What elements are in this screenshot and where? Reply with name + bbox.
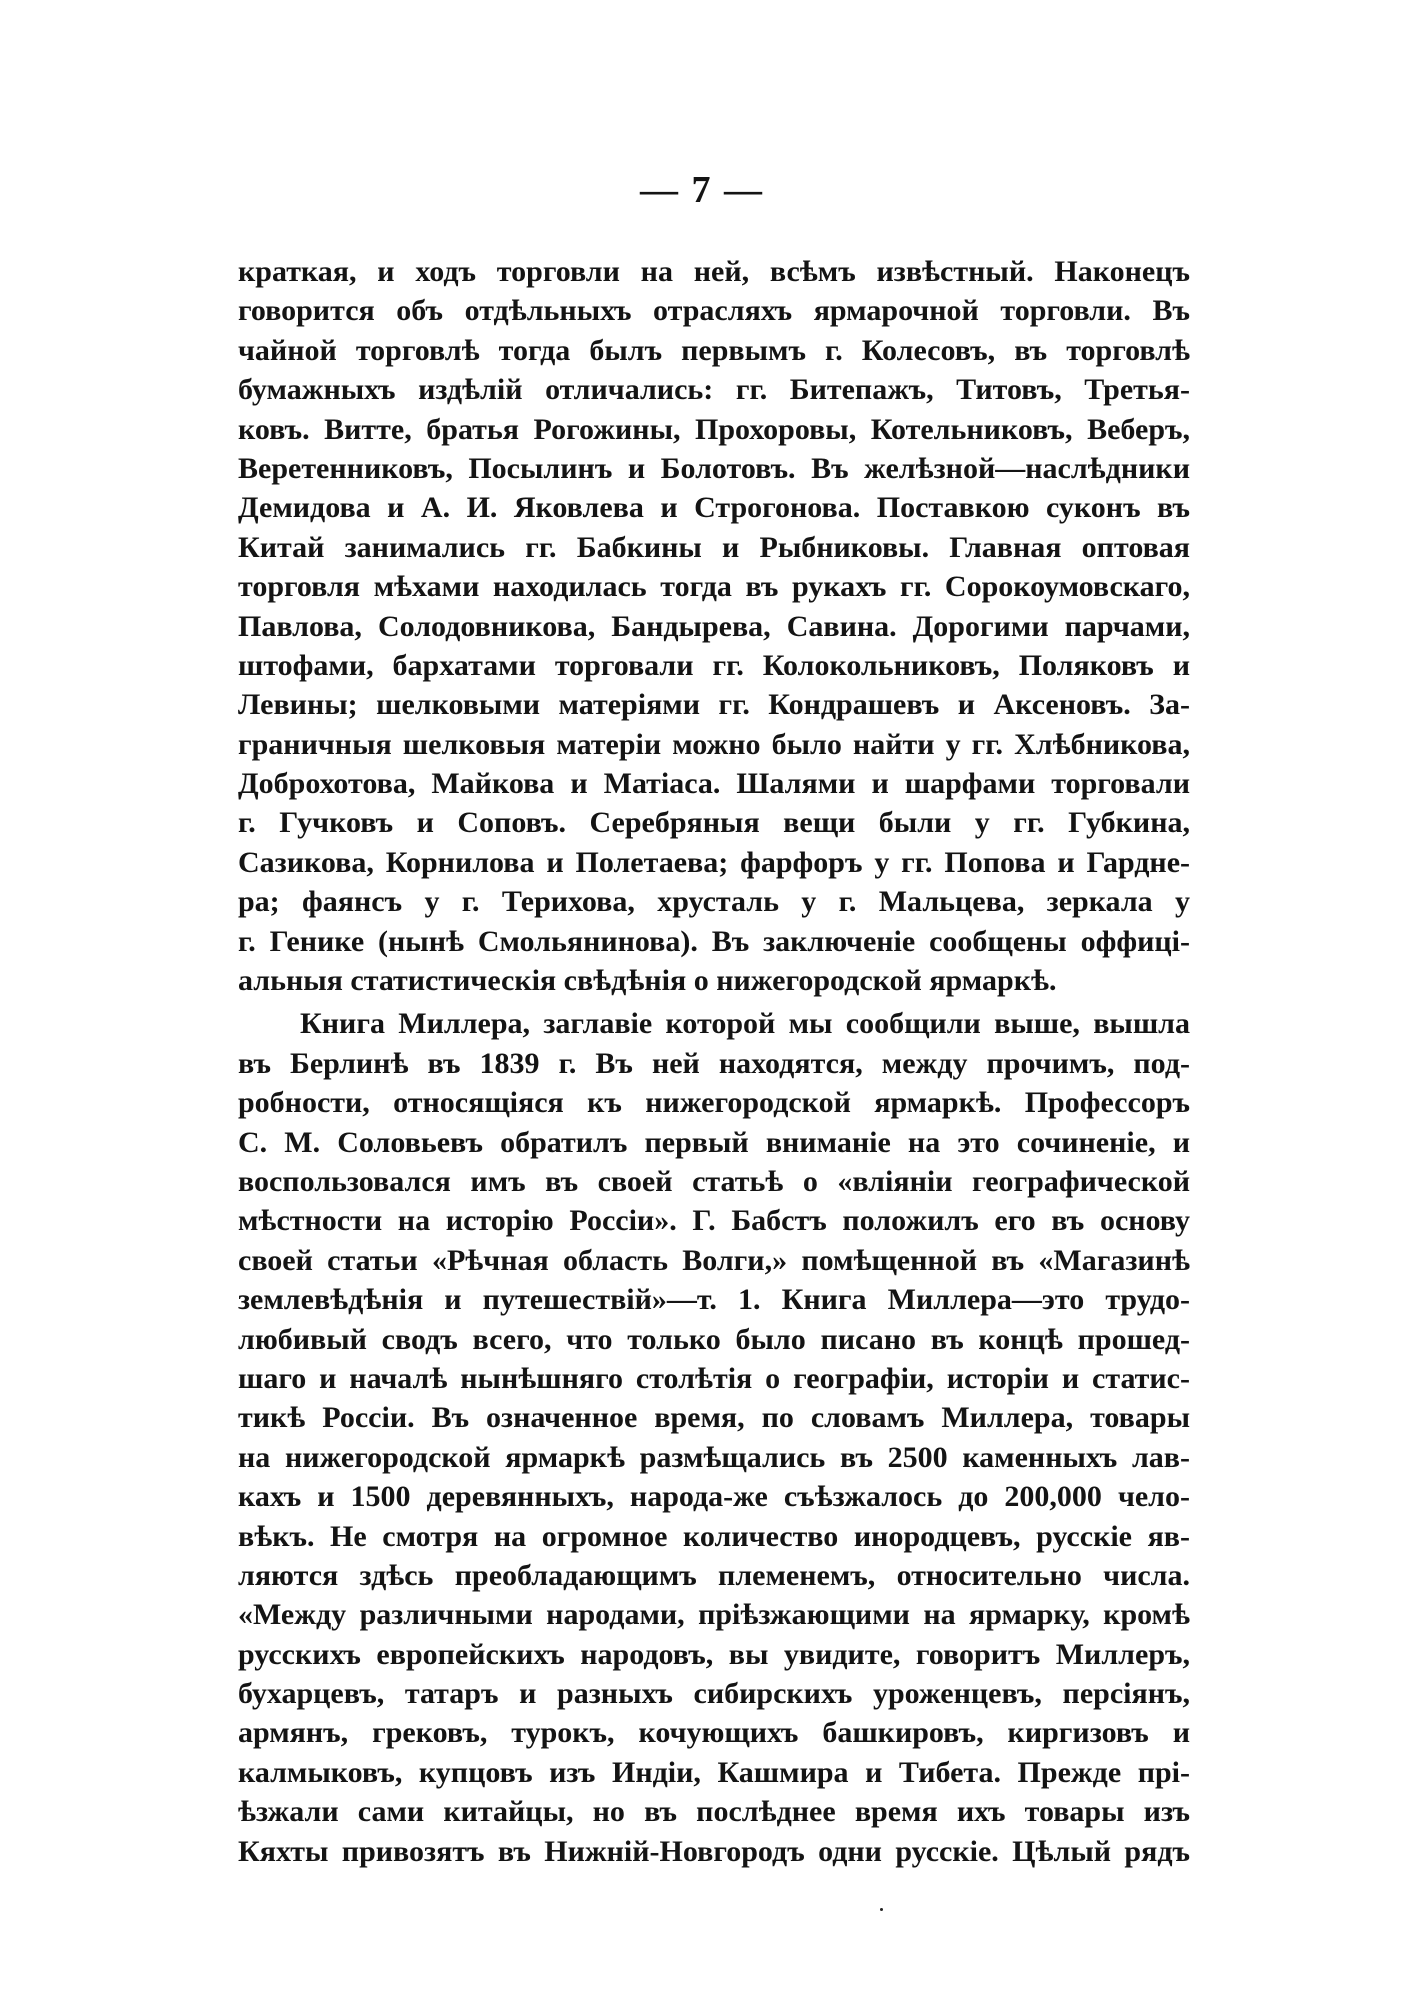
body-text bbox=[238, 252, 1190, 1871]
text-line: Павлова, Солодовникова, Бандырева, Савина. Дорогими парчами, bbox=[238, 609, 1190, 643]
page-number: — 7 — bbox=[640, 169, 764, 211]
text-line: альныя статистическія свѣдѣнія о нижегородской ярмаркѣ. bbox=[238, 964, 1057, 998]
text-line: «Между различными народами, пріѣзжающими на ярмарку, кромѣ bbox=[238, 1598, 1190, 1632]
text-line: г. Генике (нынѣ Смольянинова). Въ заключеніе сообщены оффиці- bbox=[238, 924, 1190, 958]
text-line: землевѣдѣнія и путешествій»—т. 1. Книга Миллера—это трудо- bbox=[238, 1283, 1190, 1317]
text-line: краткая, и ходъ торговли на ней, всѣмъ извѣстный. Наконецъ bbox=[238, 255, 1190, 288]
text-line: ра; фаянсъ у г. Терихова, хрусталь у г. Мальцева, зеркала у bbox=[238, 885, 1190, 919]
text-line: бумажныхъ издѣлій отличались: гг. Битепажъ, Титовъ, Третья- bbox=[238, 373, 1190, 407]
text-line: С. М. Соловьевъ обратилъ первый вниманіе на это сочиненіе, и bbox=[238, 1125, 1190, 1159]
text-line: армянъ, грековъ, турокъ, кочующихъ башкировъ, киргизовъ и bbox=[238, 1716, 1190, 1750]
text-line: граничныя шелковыя матеріи можно было найти у гг. Хлѣбникова, bbox=[238, 727, 1190, 761]
text-line: Книга Миллера, заглавіе которой мы сообщили выше, вышла bbox=[300, 1007, 1190, 1041]
text-line: мѣстности на исторію Россіи». Г. Бабстъ положилъ его въ основу bbox=[238, 1204, 1190, 1238]
text-line: Демидова и А. И. Яковлева и Строгонова. Поставкою суконъ въ bbox=[238, 491, 1190, 525]
text-line: на нижегородской ярмаркѣ размѣщались въ 2500 каменныхъ лав- bbox=[238, 1440, 1190, 1474]
text-line: кахъ и 1500 деревянныхъ, народа-же съѣзжалось до 200,000 чело- bbox=[238, 1480, 1190, 1514]
text-line: своей статьи «Рѣчная область Волги,» помѣщенной въ «Магазинѣ bbox=[238, 1243, 1190, 1277]
text-line: воспользовался имъ въ своей статьѣ о «вліяніи географической bbox=[238, 1164, 1190, 1198]
text-line: вѣкъ. Не смотря на огромное количество инородцевъ, русскіе яв- bbox=[238, 1519, 1190, 1553]
text-line: въ Берлинѣ въ 1839 г. Въ ней находятся, между прочимъ, под- bbox=[238, 1046, 1190, 1080]
text-line: робности, относящіяся къ нижегородской ярмаркѣ. Профессоръ bbox=[238, 1086, 1190, 1120]
text-line: ковъ. Витте, братья Рогожины, Прохоровы, Котельниковъ, Веберъ, bbox=[238, 412, 1190, 446]
text-line: шаго и началѣ нынѣшняго столѣтія о географіи, исторіи и статис- bbox=[238, 1361, 1190, 1395]
text-line: калмыковъ, купцовъ изъ Индіи, Кашмира и Тибета. Прежде прі- bbox=[238, 1755, 1190, 1789]
ink-speck bbox=[880, 1908, 883, 1911]
text-line: чайной торговлѣ тогда былъ первымъ г. Колесовъ, въ торговлѣ bbox=[238, 333, 1190, 367]
text-line: говорится объ отдѣльныхъ отрасляхъ ярмарочной торговли. Въ bbox=[238, 294, 1190, 328]
text-line: Сазикова, Корнилова и Полетаева; фарфоръ у гг. Попова и Гардне- bbox=[238, 845, 1190, 879]
text-line: Левины; шелковыми матеріями гг. Кондрашевъ и Аксеновъ. За- bbox=[238, 688, 1190, 722]
text-line: любивый сводъ всего, что только было писано въ концѣ прошед- bbox=[238, 1322, 1190, 1356]
text-line: ѣзжали сами китайцы, но въ послѣднее время ихъ товары изъ bbox=[238, 1795, 1190, 1829]
text-line: Кяхты привозятъ въ Нижній-Новгородъ одни русскіе. Цѣлый рядъ bbox=[238, 1834, 1190, 1868]
text-line: Веретенниковъ, Посылинъ и Болотовъ. Въ желѣзной—наслѣдники bbox=[238, 451, 1190, 485]
paragraph-1 bbox=[238, 252, 1190, 1000]
text-line: русскихъ европейскихъ народовъ, вы увидите, говоритъ Миллеръ, bbox=[238, 1637, 1190, 1671]
text-line: г. Гучковъ и Соповъ. Серебряныя вещи были у гг. Губкина, bbox=[238, 806, 1190, 840]
text-line: торговля мѣхами находилась тогда въ рукахъ гг. Сорокоумовскаго, bbox=[238, 570, 1190, 604]
text-line: Доброхотова, Майкова и Матіаса. Шалями и шарфами торговали bbox=[238, 767, 1190, 801]
text-line: бухарцевъ, татаръ и разныхъ сибирскихъ уроженцевъ, персіянъ, bbox=[238, 1677, 1190, 1711]
paragraph-2 bbox=[238, 1004, 1190, 1871]
text-line: Китай занимались гг. Бабкины и Рыбниковы. Главная оптовая bbox=[238, 530, 1190, 564]
text-line: тикѣ Россіи. Въ означенное время, по словамъ Миллера, товары bbox=[238, 1401, 1190, 1435]
text-line: ляются здѣсь преобладающимъ племенемъ, относительно числа. bbox=[238, 1558, 1190, 1592]
text-line: штофами, бархатами торговали гг. Колокольниковъ, Поляковъ и bbox=[238, 648, 1190, 682]
